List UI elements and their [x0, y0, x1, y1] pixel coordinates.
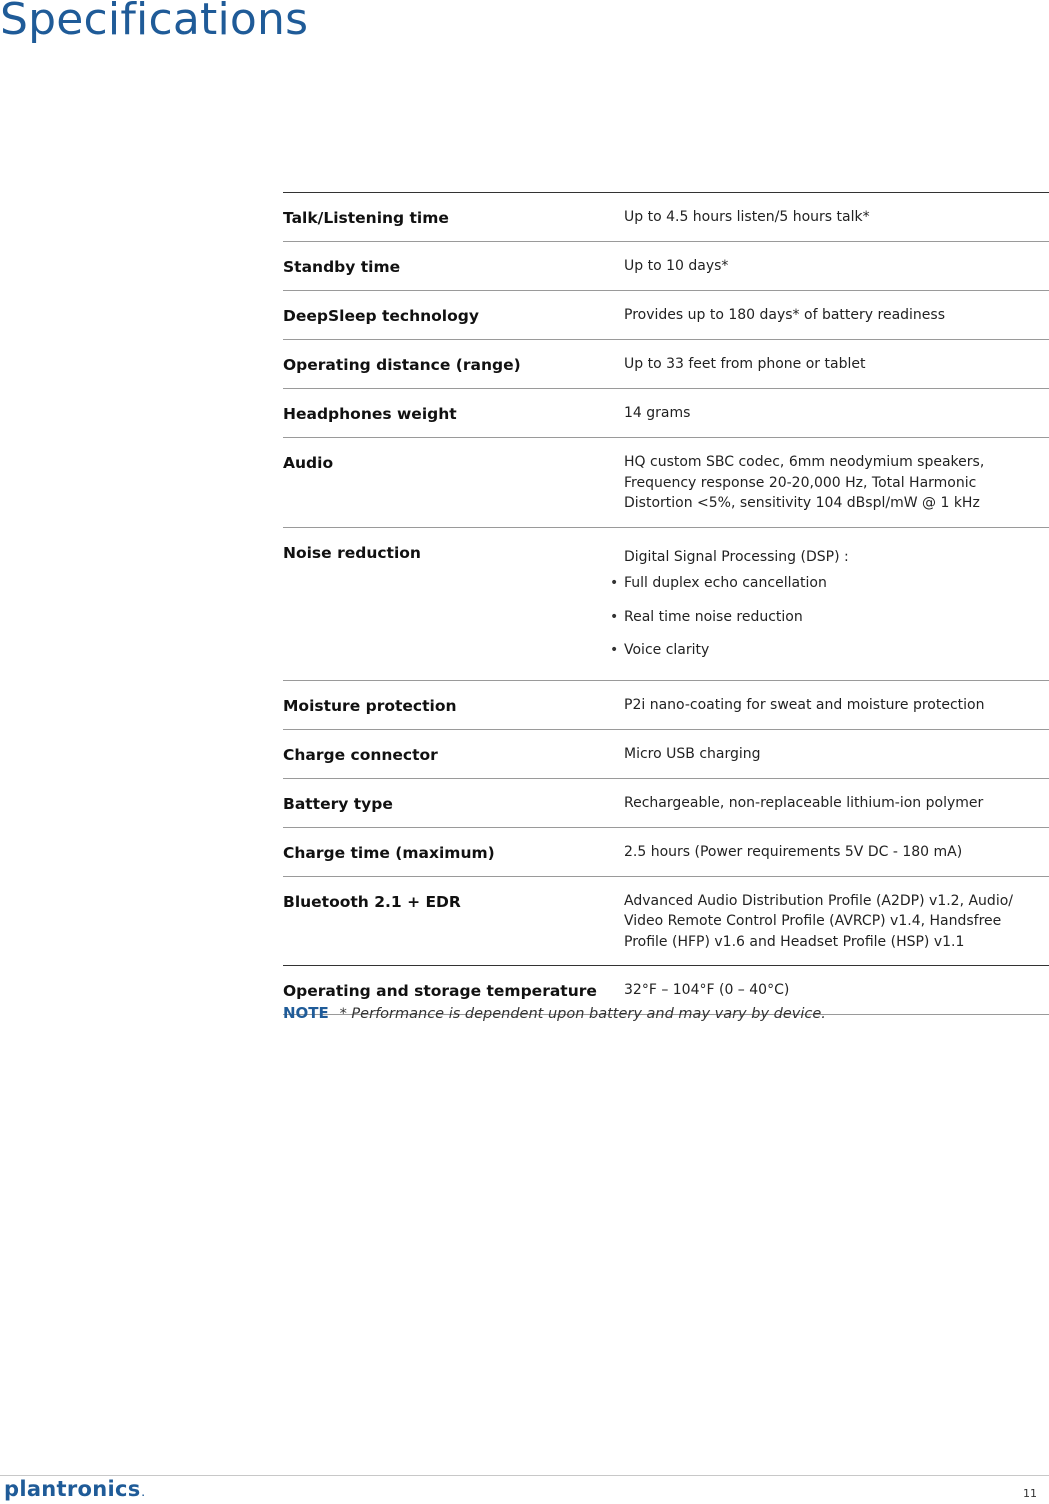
spec-value: Up to 33 feet from phone or tablet [624, 356, 866, 372]
spec-label: Operating distance (range) [283, 356, 521, 374]
table-row [283, 438, 1049, 528]
spec-label: Standby time [283, 258, 401, 276]
spec-value: Micro USB charging [624, 745, 761, 762]
table-row [283, 828, 1049, 877]
list-item: • Real time noise reduction [624, 607, 1049, 628]
spec-value: 2.5 hours (Power requirements 5V DC - 180 mA) [624, 843, 963, 860]
table-row [283, 730, 1049, 779]
table-row [283, 528, 1049, 681]
spec-label: Moisture protection [283, 696, 457, 715]
footer-divider [0, 1475, 1049, 1476]
spec-label: Charge time (maximum) [283, 843, 495, 862]
table-row [283, 389, 1049, 438]
spec-value: 14 grams [624, 405, 691, 421]
spec-value: Provides up to 180 days* of battery readiness [624, 307, 945, 323]
spec-label: Headphones weight [283, 405, 457, 423]
table-row [283, 779, 1049, 828]
specifications-table [283, 192, 1049, 1015]
spec-value: Up to 10 days* [624, 258, 729, 274]
spec-value: Advanced Audio Distribution Profile (A2DP) v1.2, Audio/ Video Remote Control Profile (AVRCP) v1.4, Handsfree Profile (HFP) v1.6 and Headset Profile (HSP) v1.1 [624, 892, 1013, 950]
spec-value: Up to 4.5 hours listen/5 hours talk* [624, 209, 870, 225]
page-number: 11 [1023, 1487, 1037, 1500]
logo-mark: . [141, 1489, 145, 1498]
logo-text: plantronics [4, 1477, 141, 1501]
table-row [283, 877, 1049, 967]
spec-value: HQ custom SBC codec, 6mm neodymium speakers, Frequency response 20-20,000 Hz, Total Harmonic Distortion <5%, sensitivity 104 dBspl/mW @ 1 kHz [624, 454, 985, 511]
table-row [283, 291, 1049, 340]
spec-label: Talk/Listening time [283, 209, 449, 227]
plantronics-logo [4, 1477, 145, 1501]
table-row [283, 340, 1049, 389]
table-row [283, 193, 1049, 242]
table-row [283, 242, 1049, 291]
spec-label: Charge connector [283, 745, 438, 764]
note-label: NOTE [283, 1004, 329, 1022]
spec-label: Battery type [283, 794, 393, 813]
list-item: • Full duplex echo cancellation [624, 573, 1049, 594]
spec-value-intro: Digital Signal Processing (DSP) : [624, 548, 849, 565]
spec-value [624, 542, 1049, 674]
spec-label: DeepSleep technology [283, 307, 479, 325]
spec-value: Rechargeable, non-replaceable lithium-ion polymer [624, 794, 984, 811]
spec-label: Bluetooth 2.1 + EDR [283, 892, 461, 911]
note-text: * Performance is dependent upon battery and may vary by device. [339, 1006, 826, 1022]
list-item: • Voice clarity [624, 640, 1049, 661]
spec-label: Noise reduction [283, 543, 421, 562]
table-row [283, 681, 1049, 730]
feature-list [624, 573, 1049, 661]
spec-label: Audio [283, 454, 334, 472]
spec-value: P2i nano-coating for sweat and moisture protection [624, 696, 985, 713]
spec-label: Operating and storage temperature [283, 982, 597, 1000]
performance-note [283, 1004, 826, 1022]
page-title: Specifications [0, 0, 309, 45]
spec-value: 32°F – 104°F (0 – 40°C) [624, 982, 790, 998]
